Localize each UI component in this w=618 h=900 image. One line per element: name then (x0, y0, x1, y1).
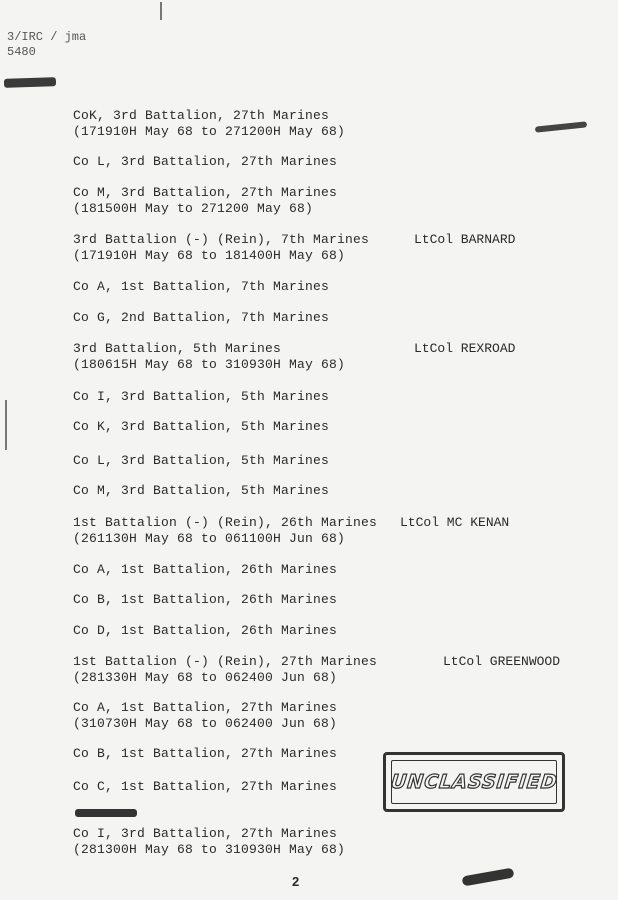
redaction-mark-right (535, 121, 587, 132)
entry-1-27-dates: (281330H May 68 to 062400 Jun 68) (73, 670, 338, 685)
signature-scribble (462, 868, 515, 887)
page-number: 2 (292, 874, 300, 889)
entry-co-i-3-27-line1: Co I, 3rd Battalion, 27th Marines (73, 826, 338, 841)
entry-co-a-1-7: Co A, 1st Battalion, 7th Marines (73, 279, 330, 294)
redaction-mark-lower-left (75, 809, 137, 817)
entry-co-b-1-27: Co B, 1st Battalion, 27th Marines (73, 746, 338, 761)
entry-co-a-1-27-dates: (310730H May 68 to 062400 Jun 68) (73, 716, 338, 731)
entry-co-a-1-27-line1: Co A, 1st Battalion, 27th Marines (73, 700, 338, 715)
file-number: 5480 (7, 45, 36, 59)
binding-mark-top (160, 2, 162, 20)
redaction-mark-top-left (4, 77, 56, 88)
entry-co-b-1-26: Co B, 1st Battalion, 26th Marines (73, 592, 338, 607)
entry-co-c-1-27: Co C, 1st Battalion, 27th Marines (73, 779, 338, 794)
commander-rexroad: LtCol REXROAD (414, 341, 516, 356)
entry-3-5-line1: 3rd Battalion, 5th Marines (73, 341, 282, 356)
entry-co-i-3-5: Co I, 3rd Battalion, 5th Marines (73, 389, 330, 404)
entry-co-d-1-26: Co D, 1st Battalion, 26th Marines (73, 623, 338, 638)
entry-3-7-line1: 3rd Battalion (-) (Rein), 7th Marines (73, 232, 370, 247)
entry-co-m-3-27-line1: Co M, 3rd Battalion, 27th Marines (73, 185, 338, 200)
stamp-text: UNCLASSIFIED (389, 771, 559, 793)
entry-co-k-3-27-dates: (171910H May 68 to 271200H May 68) (73, 124, 346, 139)
binding-mark-left (5, 400, 7, 450)
entry-1-27-line1: 1st Battalion (-) (Rein), 27th Marines (73, 654, 378, 669)
unclassified-stamp (383, 752, 565, 812)
entry-co-g-2-7: Co G, 2nd Battalion, 7th Marines (73, 310, 330, 325)
entry-co-i-3-27-dates: (281300H May 68 to 310930H May 68) (73, 842, 346, 857)
commander-mc-kenan: LtCol MC KENAN (400, 515, 510, 530)
commander-greenwood: LtCol GREENWOOD (443, 654, 561, 669)
entry-co-k-3-27-line1: CoK, 3rd Battalion, 27th Marines (73, 108, 330, 123)
entry-co-m-3-5: Co M, 3rd Battalion, 5th Marines (73, 483, 330, 498)
entry-1-26-dates: (261130H May 68 to 061100H Jun 68) (73, 531, 346, 546)
entry-co-l-3-27: Co L, 3rd Battalion, 27th Marines (73, 154, 338, 169)
entry-co-a-1-26: Co A, 1st Battalion, 26th Marines (73, 562, 338, 577)
entry-3-7-dates: (171910H May 68 to 181400H May 68) (73, 248, 346, 263)
entry-1-26-line1: 1st Battalion (-) (Rein), 26th Marines (73, 515, 378, 530)
stamp-inner-border (391, 760, 557, 804)
entry-3-5-dates: (180615H May 68 to 310930H May 68) (73, 357, 346, 372)
entry-co-k-3-5: Co K, 3rd Battalion, 5th Marines (73, 419, 330, 434)
commander-barnard: LtCol BARNARD (414, 232, 516, 247)
entry-co-m-3-27-dates: (181500H May to 271200 May 68) (73, 201, 314, 216)
file-reference: 3/IRC / jma (7, 30, 87, 44)
entry-co-l-3-5: Co L, 3rd Battalion, 5th Marines (73, 453, 330, 468)
